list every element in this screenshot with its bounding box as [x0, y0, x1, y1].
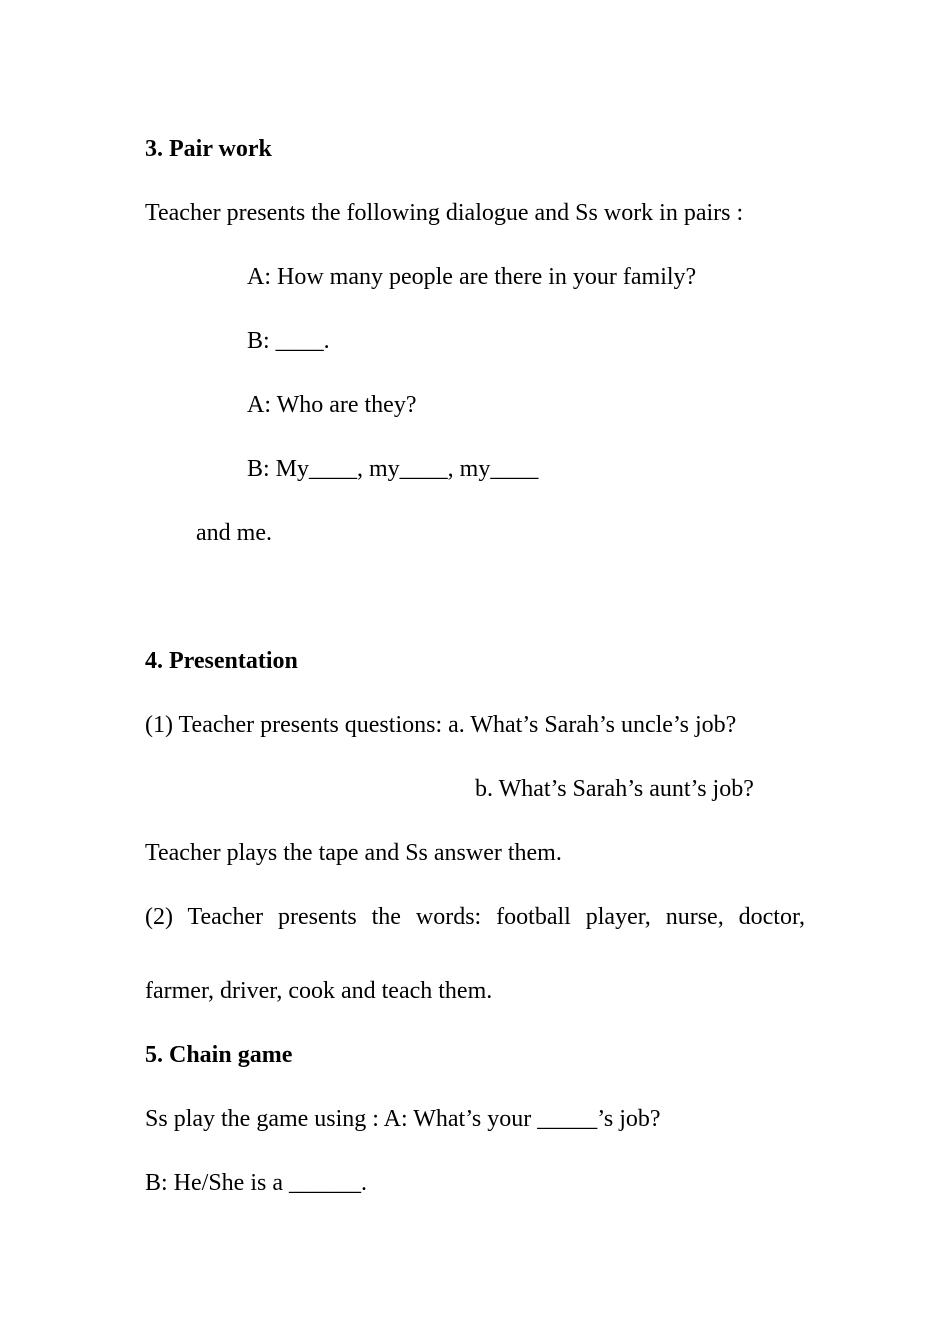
section-heading-presentation: 4. Presentation — [145, 648, 298, 674]
dialogue-line-2: B: ____. — [247, 328, 330, 354]
section-heading-pair-work: 3. Pair work — [145, 136, 272, 162]
dialogue-line-1: A: How many people are there in your family? — [247, 264, 697, 290]
section-heading-chain-game: 5. Chain game — [145, 1042, 293, 1068]
presentation-words-line-2: farmer, driver, cook and teach them. — [145, 978, 493, 1004]
presentation-question-a: (1) Teacher presents questions: a. What’s Sarah’s uncle’s job? — [145, 712, 737, 738]
presentation-tape-line: Teacher plays the tape and Ss answer them. — [145, 840, 562, 866]
dialogue-line-5: and me. — [196, 520, 272, 546]
chain-game-line-1: Ss play the game using : A: What’s your _____’s job? — [145, 1106, 661, 1132]
dialogue-line-4: B: My____, my____, my____ — [247, 456, 539, 482]
dialogue-line-3: A: Who are they? — [247, 392, 417, 418]
presentation-question-b: b. What’s Sarah’s aunt’s job? — [475, 776, 754, 802]
presentation-words-line-1: (2) Teacher presents the words: football player, nurse, doctor, — [145, 904, 805, 930]
chain-game-line-2: B: He/She is a ______. — [145, 1170, 367, 1196]
pair-work-intro: Teacher presents the following dialogue and Ss work in pairs : — [145, 200, 744, 226]
